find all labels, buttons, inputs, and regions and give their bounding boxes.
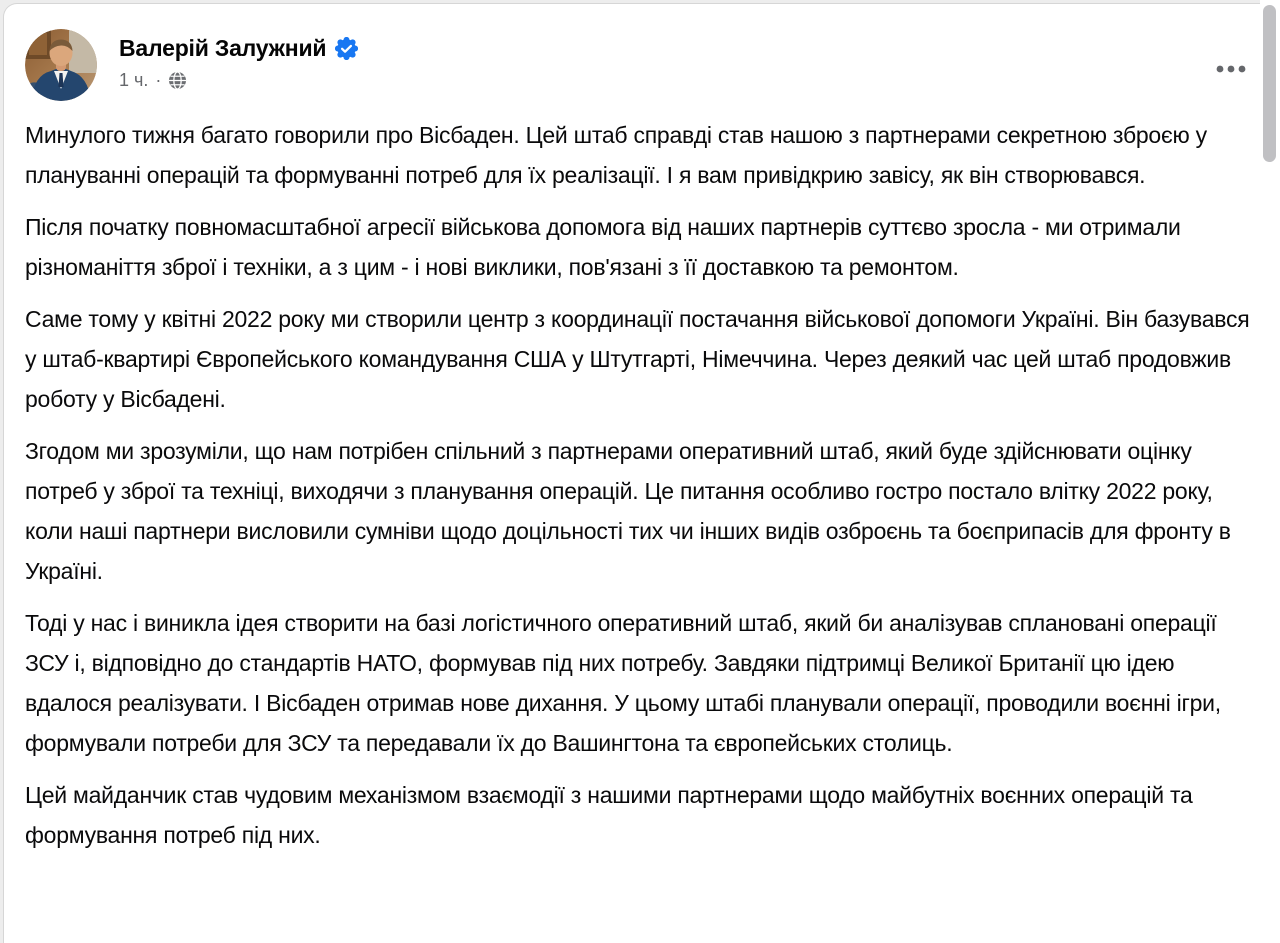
post-paragraph-1: Минулого тижня багато говорили про Вісбаден. Цей штаб справді став нашою з партнерами секретною зброєю у плануванні операцій та формуванні потреб для їх реалізації. І я вам привідкрию завісу, як він створювався. [25, 122, 1207, 188]
three-dots-icon [1216, 65, 1246, 73]
post-timestamp[interactable]: 1 ч. [119, 70, 149, 90]
post-options-button[interactable] [1209, 47, 1253, 91]
post-paragraph-3: Саме тому у квітні 2022 року ми створили центр з координації постачання військової допомоги Україні. Він базувався у штаб-квартирі Європейського командування США у Штутгарті, Німеччина. Через деякий час цей штаб продовжив роботу у Вісбадені. [25, 306, 1250, 412]
author-name[interactable]: Валерій Залужний [119, 35, 327, 61]
header-text [119, 29, 358, 91]
post-paragraph-5: Тоді у нас і виникла ідея створити на базі логістичного оперативний штаб, який би аналізував сплановані операції ЗСУ і, відповідно до стандартів НАТО, формував під них потребу. Завдяки підтримці Великої Британії цю ідею вдалося реалізувати. І Вісбаден отримав нове дихання. У цьому штабі планували операції, проводили воєнні ігри, формували потреби для ЗСУ та передавали їх до Вашингтона та європейських столиць. [25, 610, 1221, 756]
meta-separator: · [155, 70, 162, 90]
post-card [3, 3, 1280, 943]
verified-badge-icon [335, 37, 358, 60]
avatar[interactable] [25, 29, 97, 101]
author-row [119, 34, 358, 62]
post-body [25, 115, 1280, 855]
scrollbar-track[interactable] [1260, 0, 1280, 920]
post-paragraph-4: Згодом ми зрозуміли, що нам потрібен спільний з партнерами оперативний штаб, який буде здійснювати оцінку потреб у зброї та техніці, виходячи з планування операцій. Це питання особливо гостро постало влітку 2022 року, коли наші партнери висловили сумніви щодо доцільності тих чи інших видів озброєнь та боєприпасів для фронту в Україні. [25, 438, 1231, 584]
globe-audience-icon [168, 71, 187, 90]
post-paragraph-6: Цей майданчик став чудовим механізмом взаємодії з нашими партнерами щодо майбутніх воєнних операцій та формування потреб під них. [25, 782, 1193, 848]
post-header [25, 29, 1280, 101]
scrollbar-thumb[interactable] [1263, 5, 1276, 162]
post-paragraph-2: Після початку повномасштабної агресії військова допомога від наших партнерів суттєво зросла - ми отримали різноманіття зброї і техніки, а з цим - і нові виклики, пов'язані з її доставкою та ремонтом. [25, 214, 1181, 280]
post-meta [119, 69, 358, 91]
